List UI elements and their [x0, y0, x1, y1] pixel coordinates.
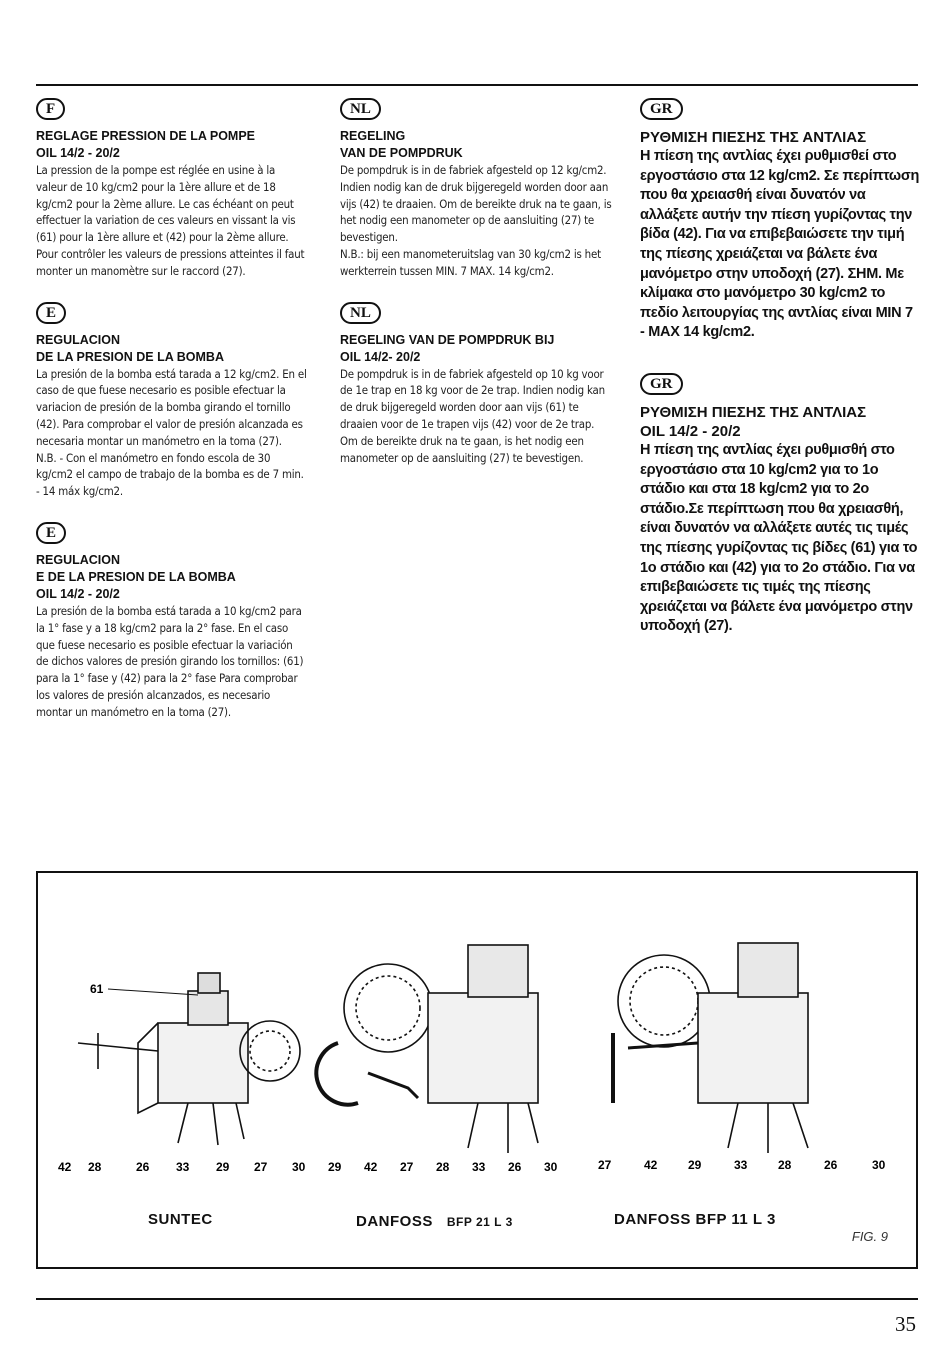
- svg-text:42: 42: [58, 1160, 72, 1174]
- svg-text:27: 27: [254, 1160, 268, 1174]
- section-fr: [36, 98, 308, 280]
- labels-danfoss-11: [598, 1158, 886, 1172]
- section-nl-2: [340, 302, 613, 467]
- svg-text:33: 33: [176, 1160, 190, 1174]
- section-heading: ΡΥΘΜΙΣΗ ΠΙΕΣΗΣ ΤΗΣ ΑΝΤΛΙΑΣ: [640, 129, 867, 146]
- section-gr-1: [640, 98, 920, 343]
- top-rule: [36, 84, 918, 86]
- svg-text:29: 29: [216, 1160, 230, 1174]
- svg-text:28: 28: [778, 1158, 792, 1172]
- pump-illustrations: [38, 873, 916, 1267]
- svg-text:29: 29: [328, 1160, 342, 1174]
- lang-badge-gr: GR: [640, 98, 683, 120]
- svg-text:26: 26: [136, 1160, 150, 1174]
- labels-danfoss-21: [328, 1160, 558, 1174]
- lang-badge-es: E: [36, 522, 66, 544]
- column-middle: [340, 98, 613, 488]
- caption-danfoss-21: DANFOSS BFP 21 L 3: [356, 1213, 513, 1230]
- caption-danfoss-11: DANFOSS BFP 11 L 3: [614, 1211, 776, 1228]
- callout-61: 61: [90, 982, 104, 996]
- section-heading: REGULACION E DE LA PRESION DE LA BOMBA OIL 14/2 - 20/2: [36, 552, 236, 601]
- danfoss-bfp21-drawing: [316, 945, 538, 1153]
- svg-text:29: 29: [688, 1158, 702, 1172]
- svg-text:28: 28: [436, 1160, 450, 1174]
- section-body: La presión de la bomba está tarada a 10 kg/cm2 para la 1° fase y a 18 kg/cm2 para la 2° fase. En el caso que fuese necesario es posible efectuar la variación de dichos valores de presión girando los tornillos: (61) para la 1° fase y (42) para la 2° fase Para comprobar los valores de presión alcanzados, es necesario montar un manómetro en la toma (27).: [36, 603, 304, 719]
- svg-text:30: 30: [544, 1160, 558, 1174]
- section-body: De pompdruk is in de fabriek afgesteld op 10 kg voor de 1e trap en 18 kg voor de 2e trap. Indien nodig kan de druk bijgeregeld worden door aan vijs (61) te draaien voor de 1e trapen vijs (42) voor de 2e trap. Om de bereikte druk na te gaan, is het nodig een manometer op de aansluiting (27) te bevestigen.: [340, 366, 605, 465]
- lang-badge-nl: NL: [340, 98, 381, 120]
- section-note: N.B. - Con el manómetro en fondo escola de 30 kg/cm2 el campo de trabajo de la bomba es de 7 min. - 14 máx kg/cm2.: [36, 450, 304, 499]
- section-es-2: [36, 522, 308, 721]
- section-body: La pression de la pompe est réglée en usine à la valeur de 10 kg/cm2 pour la 1ère allure et de 18 kg/cm2 pour la 2ème allure. Le cas échéant on peut effectuer la variation de ces valeurs en vissant la vis (61) pour la 1ère allure et (42) pour la 2ème allure. Pour contrôler les valeurs de pressions atteintes il faut monter un manomètre sur le raccord (27).: [36, 163, 305, 278]
- section-heading: REGELING VAN DE POMPDRUK BIJ OIL 14/2- 20/2: [340, 332, 555, 364]
- lang-badge-nl: NL: [340, 302, 381, 324]
- section-note: N.B.: bij een manometeruitslag van 30 kg/cm2 is het werkterrein tussen MIN. 7 MAX. 14 kg/cm2.: [340, 246, 601, 278]
- labels-suntec: [58, 1160, 306, 1174]
- svg-text:26: 26: [824, 1158, 838, 1172]
- figure-number: FIG. 9: [851, 1229, 888, 1244]
- svg-text:30: 30: [872, 1158, 886, 1172]
- section-body: De pompdruk is in de fabriek afgesteld op 12 kg/cm2. Indien nodig kan de druk bijgeregeld worden door aan vijs (42) te draaien. Om de bereikte druk na te gaan, is het nodig een manometer op de aansluiting (27) te bevestigen.: [340, 163, 612, 245]
- lang-badge-es: E: [36, 302, 66, 324]
- caption-suntec: SUNTEC: [148, 1211, 213, 1228]
- figure-9: [36, 871, 918, 1269]
- section-body: Η πίεση της αντλίας έχει ρυθμισθή στο εργοστάσιο στα 10 kg/cm2 για το 1ο στάδιο και στα 18 kg/cm2 για το 2ο στάδιο.Σε περίπτωση που θα χρειασθή, είναι δυνατόν να αλλάξετε αυτές τις τιμές της πίεσης γυρίζοντας τις βίδες (61) για το 1ο στάδιο και (42) για το 2ο στάδιο. Για να επιβεβαιώσετε τις τιμές της πίεσης χρειάζεται να βάλετε ένα μανόμετρο στην υποδοχή (27).: [640, 441, 918, 635]
- section-heading: REGULACION DE LA PRESION DE LA BOMBA: [36, 332, 224, 364]
- svg-text:30: 30: [292, 1160, 306, 1174]
- svg-text:33: 33: [472, 1160, 486, 1174]
- page-number: 35: [895, 1312, 916, 1336]
- section-heading: ΡΥΘΜΙΣΗ ΠΙΕΣΗΣ ΤΗΣ ΑΝΤΛΙΑΣ OIL 14/2 - 20/2: [640, 403, 867, 440]
- section-nl-1: [340, 98, 613, 280]
- section-heading: REGELING VAN DE POMPDRUK: [340, 129, 463, 160]
- svg-text:26: 26: [508, 1160, 522, 1174]
- section-body: La presión de la bomba está tarada a 12 kg/cm2. En el caso de que fuese necesario es posible efectuar la variacion de presión de la bomba girando el tornillo (42). Para comprobar el valor de presión alcanzada es necesaria montar un manómetro en la toma (27).: [36, 366, 307, 448]
- svg-text:33: 33: [734, 1158, 748, 1172]
- column-right: [640, 98, 920, 659]
- column-left: [36, 98, 308, 743]
- svg-text:28: 28: [88, 1160, 102, 1174]
- svg-text:27: 27: [400, 1160, 414, 1174]
- lang-badge-fr: F: [36, 98, 65, 120]
- section-gr-2: [640, 373, 920, 637]
- section-heading: REGLAGE PRESSION DE LA POMPE OIL 14/2 - 20/2: [36, 129, 256, 160]
- suntec-pump-drawing: [78, 973, 300, 1145]
- bottom-rule: [36, 1298, 918, 1300]
- danfoss-bfp11-drawing: [613, 943, 808, 1153]
- lang-badge-gr: GR: [640, 373, 683, 395]
- section-es-1: [36, 302, 308, 500]
- svg-text:27: 27: [598, 1158, 612, 1172]
- svg-text:42: 42: [644, 1158, 658, 1172]
- section-body: Η πίεση της αντλίας έχει ρυθμισθεί στο εργοστάσιο στα 12 kg/cm2. Σε περίπτωση που θα χρειασθή είναι δυνατόν να αλλάξετε αυτήν την πίεση γυρίζοντας την βίδα (42). Για να επιβεβαιώσετε την τιμή της πίεσης χρειάζεται να βάλετε ένα μανόμετρο στην υποδοχή (27). ΣΗΜ. Με κλίμακα στο μανόμετρο 30 kg/cm2 το πεδίο λειτουργίας της αντλίας είναι MIN 7 - MAX 14 kg/cm2.: [640, 148, 920, 341]
- svg-text:42: 42: [364, 1160, 378, 1174]
